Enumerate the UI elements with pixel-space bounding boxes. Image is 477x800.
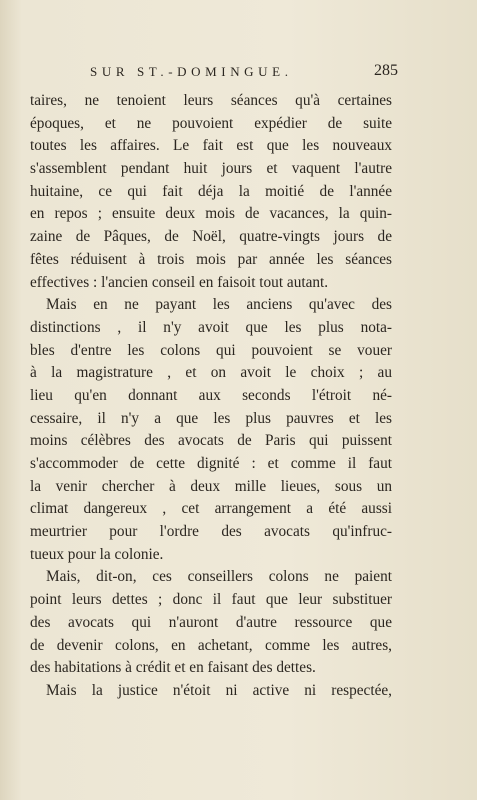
text-line: point leurs dettes ; donc il faut que leur substituer [30,591,392,609]
text-line: s'assemblent pendant huit jours et vaquent l'autre [30,160,392,178]
text-line: moins célèbres des avocats de Paris qui puissent [30,432,392,450]
text-line: toutes les affaires. Le fait est que les nouveaux [30,137,392,155]
running-head: SUR ST.-DOMINGUE. [90,64,293,79]
text-line: bles d'entre les colons qui pouvoient se vouer [30,341,392,359]
text-line: des avocats qui n'auront d'autre ressource que [30,613,392,631]
text-line: Mais en ne payant les anciens qu'avec des [46,296,392,314]
body-text [30,90,392,703]
page-number: 285 [374,62,398,79]
text-line: climat dangereux , cet arrangement a été aussi [30,500,392,518]
text-line: huitaine, ce qui fait déja la moitié de l'année [30,182,392,200]
text-line: distinctions , il n'y avoit que les plus nota- [30,318,392,336]
text-line: effectives : l'ancien conseil en faisoit tout autant. [30,273,329,291]
text-line: des habitations à crédit et en faisant des dettes. [30,659,316,677]
text-line: meurtrier pour l'ordre des avocats qu'infruc- [30,523,392,541]
text-line: à la magistrature , et on avoit le choix ; au [30,364,392,382]
text-line: époques, et ne pouvoient expédier de suite [30,114,392,132]
page-header [84,62,398,84]
text-line: fêtes réduisent à trois mois par année les séances [30,250,392,268]
text-line: tueux pour la colonie. [30,545,164,563]
text-line: cessaire, il n'y a que les plus pauvres et les [30,409,392,427]
text-line: lieu qu'en donnant aux seconds l'étroit né- [30,386,392,404]
text-line: s'accommoder de cette dignité : et comme il faut [30,455,392,472]
text-line: Mais, dit-on, ces conseillers colons ne paient [46,568,392,586]
text-line: en repos ; ensuite deux mois de vacances, la quin- [30,205,392,223]
text-line: la venir chercher à deux mille lieues, sous un [30,477,392,495]
text-line: zaine de Pâques, de Noël, quatre-vingts jours de [30,228,392,246]
text-line: de devenir colons, en achetant, comme les autres, [30,636,392,654]
text-line: Mais la justice n'étoit ni active ni respectée, [46,681,392,699]
text-line: taires, ne tenoient leurs séances qu'à certaines [30,92,392,109]
